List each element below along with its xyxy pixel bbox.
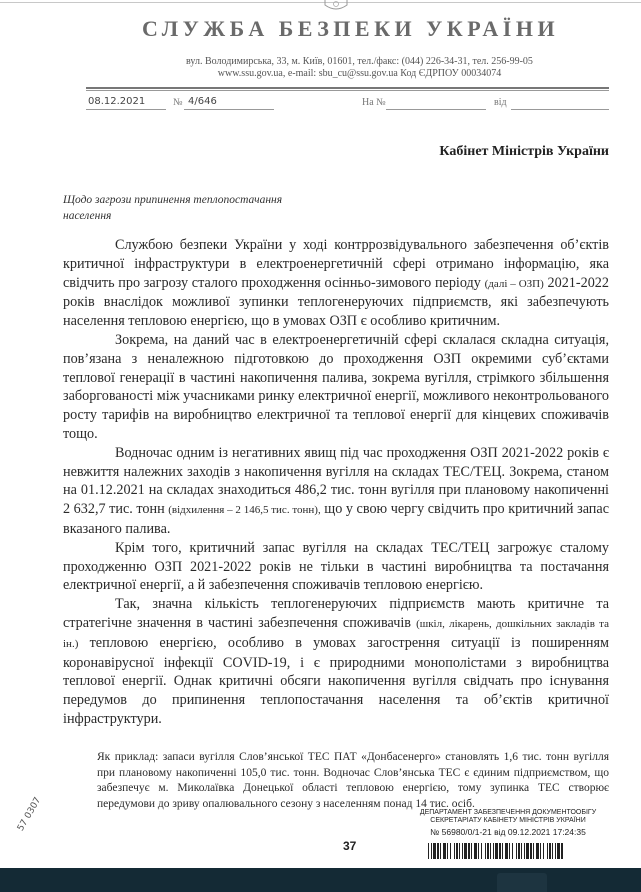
barcode-bar bbox=[547, 843, 548, 859]
barcode-bar bbox=[464, 843, 467, 859]
paragraph-4: Крім того, критичний запас вугілля на складах ТЕС/ТЕЦ загрожує сталому проходженню ОЗП 2021-2022 років не тільки в частині виробництва та постачання електричної енергії, а й забезпечення споживачів тепловою енергією. bbox=[63, 539, 609, 594]
date-underline bbox=[86, 109, 166, 110]
barcode-bar bbox=[431, 843, 432, 859]
barcode-bar bbox=[471, 843, 472, 859]
viewer-bottom-tab[interactable] bbox=[497, 873, 547, 892]
addressee: Кабінет Міністрів України bbox=[439, 144, 609, 159]
barcode-bar bbox=[447, 843, 448, 859]
letterhead-address bbox=[0, 56, 641, 80]
handwritten-margin-note: 57 0307 bbox=[16, 795, 44, 833]
barcode-bar bbox=[490, 843, 491, 859]
letterhead-rule-thin bbox=[86, 90, 609, 91]
barcode-bar bbox=[459, 843, 460, 859]
barcode-bar bbox=[456, 843, 458, 859]
ssu-emblem-icon bbox=[323, 0, 349, 12]
number-underline bbox=[184, 109, 274, 110]
barcode-bar bbox=[536, 843, 539, 859]
barcode-bar bbox=[485, 843, 486, 859]
barcode-bar bbox=[555, 843, 556, 859]
paragraph-2: Зокрема, на даний час в електроенергетичній сфері склалася складна ситуація, пов’язана з неналежною підготовкою до проходження ОЗП окремими суб’єктами теплової генерації в частині накопичення палива, зокрема вугілля, стрімкого збільшення заборгованості між учасниками ринку електричної енергії, можливого неконтрольованого росту тарифів на виробництво електричної та теплової енергії для кінцевих споживачів тощо. bbox=[63, 331, 609, 442]
number-label: № bbox=[173, 97, 183, 108]
from-underline bbox=[511, 109, 609, 110]
barcode-icon bbox=[428, 843, 563, 859]
paragraph-5: Так, значна кількість теплогенеруючих підприємств мають критичне та стратегічне значення в частині забезпечення споживачів (шкіл, лікарень, дошкільних закладів та ін.) тепловою енергією, особливо в умовах загострення ситуації із поширенням коронавірусної інфекції COVID-19, і є природними монополістами з виробництва теплової енергії. Однак критичні обсяги накопичення вугілля свідчать про існування передумов до припинення теплопостачання населення та об’єктів критичної інфраструктури. bbox=[63, 596, 610, 727]
barcode-bar bbox=[526, 843, 529, 859]
barcode-bar bbox=[474, 843, 477, 859]
paragraph-1: Службою безпеки України у ході контррозвідувального забезпечення об’єктів критичної інфраструктури в електроенергетичній сфері отримано інформацію, яка свідчить про загрозу сталого проходження осінньо-зимового періоду (далі – ОЗП) 2021-2022 років внаслідок можливої зупинки теплогенеруючих підприємств, які забезпечують населення тепловою енергією, що в умовах ОЗП є особливо критичним. bbox=[63, 237, 609, 330]
viewer-bottom-bar bbox=[0, 868, 641, 892]
barcode-bar bbox=[440, 843, 441, 859]
barcode-bar bbox=[437, 843, 439, 859]
reply-to-label: На № bbox=[362, 97, 386, 108]
subject bbox=[63, 192, 343, 224]
example-note-text: Як приклад: запаси вугілля Слов’янської ТЕС ПАТ «Донбасенерго» становлять 1,6 тис. тонн вугілля при плановому накопиченні 105,0 тис. тонн. Водночас Слов’янська ТЕС є єдиним підприємством, що забезпечує м. Миколаївка Донецької області тепловою енергією, тому зупинка ТЕС створює передумови до зриву опалювального сезону з населенням понад 14 тис. осіб. bbox=[97, 751, 609, 810]
barcode-bar bbox=[516, 843, 517, 859]
barcode-bar bbox=[533, 843, 534, 859]
barcode-bar bbox=[509, 843, 510, 859]
receipt-stamp bbox=[395, 809, 621, 838]
registration-row bbox=[86, 96, 609, 112]
barcode-bar bbox=[530, 843, 532, 859]
barcode-bar bbox=[468, 843, 470, 859]
barcode-bar bbox=[481, 843, 482, 859]
outgoing-number: 4/646 bbox=[188, 96, 217, 107]
top-edge-line bbox=[0, 2, 641, 3]
barcode-bar bbox=[433, 843, 436, 859]
organization-name: СЛУЖБА БЕЗПЕКИ УКРАЇНИ bbox=[141, 16, 560, 41]
barcode-bar bbox=[521, 843, 522, 859]
outgoing-date: 08.12.2021 bbox=[88, 96, 146, 107]
barcode-bar bbox=[462, 843, 463, 859]
barcode-bar bbox=[478, 843, 479, 859]
address-line-2: www.ssu.gov.ua, e-mail: sbu_cu@ssu.gov.ua Код ЄДРПОУ 00034074 bbox=[217, 68, 502, 79]
barcode-bar bbox=[543, 843, 544, 859]
paragraph-3: Водночас одним із негативних явищ під час проходження ОЗП 2021-2022 років є невжиття належних заходів з накопичення вугілля на складах ТЕС/ТЕЦ. Зокрема, станом на 01.12.2021 на складах знаходиться 486,2 тис. тонн вугілля при плановому накопиченні 2 632,7 тис. тонн (відхилення – 2 146,5 тис. тонн), що у свою чергу свідчить про критичний запас вказаного палива. bbox=[63, 444, 609, 537]
barcode-bar bbox=[443, 843, 446, 859]
subject-line-1: Щодо загрози припинення теплопостачання bbox=[63, 194, 283, 206]
letterhead-rule bbox=[86, 87, 609, 89]
example-note bbox=[97, 750, 609, 812]
reply-to-underline bbox=[386, 109, 486, 110]
barcode-bar bbox=[502, 843, 503, 859]
stamp-line-3: № 56980/0/1-21 від 09.12.2021 17:24:35 bbox=[430, 827, 586, 837]
barcode-bar bbox=[552, 843, 553, 859]
barcode-bar bbox=[428, 843, 429, 859]
subject-line-2: населення bbox=[63, 210, 112, 222]
stamp-line-2: СЕКРЕТАРІАТУ КАБІНЕТУ МІНІСТРІВ УКРАЇНИ bbox=[430, 817, 586, 824]
from-label: від bbox=[494, 97, 507, 108]
barcode-bar bbox=[512, 843, 513, 859]
barcode-bar bbox=[450, 843, 451, 859]
address-line-1: вул. Володимирська, 33, м. Київ, 01601, тел./факс: (044) 226-34-31, тел. 256-99-05 bbox=[186, 56, 533, 67]
barcode-bar bbox=[540, 843, 541, 859]
barcode-bar bbox=[505, 843, 508, 859]
barcode-bar bbox=[487, 843, 489, 859]
stamp-line-1: ДЕПАРТАМЕНТ ЗАБЕЗПЕЧЕННЯ ДОКУМЕНТООБІГУ bbox=[419, 809, 597, 816]
barcode-bar bbox=[493, 843, 494, 859]
page-number: 37 bbox=[343, 839, 357, 853]
barcode-bar bbox=[557, 843, 560, 859]
barcode-bar bbox=[499, 843, 501, 859]
barcode-bar bbox=[454, 843, 455, 859]
barcode-bar bbox=[518, 843, 520, 859]
barcode-bar bbox=[524, 843, 525, 859]
barcode-bar bbox=[561, 843, 563, 859]
barcode-bar bbox=[495, 843, 498, 859]
barcode-bar bbox=[549, 843, 551, 859]
letter-body bbox=[63, 236, 609, 729]
